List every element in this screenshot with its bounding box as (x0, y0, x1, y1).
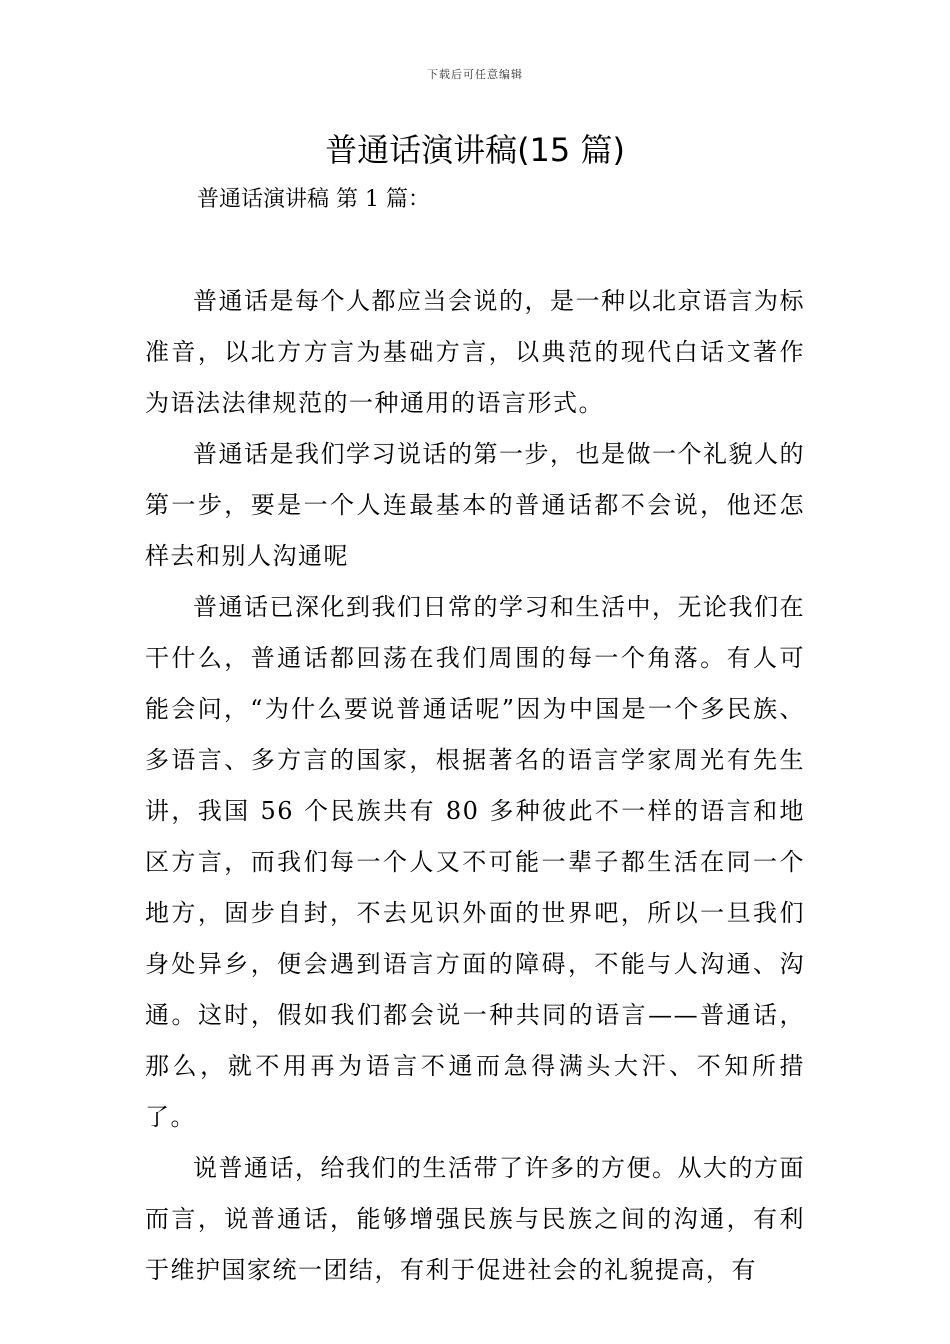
paragraph: 普通话已深化到我们日常的学习和生活中，无论我们在干什么，普通话都回荡在我们周围的每一个角落。有人可能会问，“为什么要说普通话呢”因为中国是一个多民族、多语言、多方言的国家，根据著名的语言学家周光有先生讲，我国 56 个民族共有 80 多种彼此不一样的语言和地区方言，而我们每一个人又不可能一辈子都生活在同一个地方，固步自封，不去见识外面的世界吧，所以一旦我们身处异乡，便会遇到语言方面的障碍，不能与人沟通、沟通。这时，假如我们都会说一种共同的语言——普通话，那么，就不用再为语言不通而急得满头大汗、不知所措了。 (145, 593, 805, 1131)
paragraph: 普通话是每个人都应当会说的，是一种以北京语言为标准音，以北方方言为基础方言，以典范的现代白话文著作为语法法律规范的一种通用的语言形式。 (145, 287, 805, 417)
section-subtitle: 普通话演讲稿 第 1 篇： (197, 187, 430, 212)
document-title: 普通话演讲稿(15 篇) (325, 131, 625, 169)
body-text (145, 276, 805, 1296)
header-note: 下载后可任意编辑 (427, 68, 523, 81)
paragraph: 普通话是我们学习说话的第一步，也是做一个礼貌人的第一步，要是一个人连最基本的普通话都不会说，他还怎样去和别人沟通呢 (145, 440, 805, 570)
paragraph: 说普通话，给我们的生活带了许多的方便。从大的方面而言，说普通话，能够增强民族与民族之间的沟通，有利于维护国家统一团结，有利于促进社会的礼貌提高，有 (145, 1154, 805, 1284)
